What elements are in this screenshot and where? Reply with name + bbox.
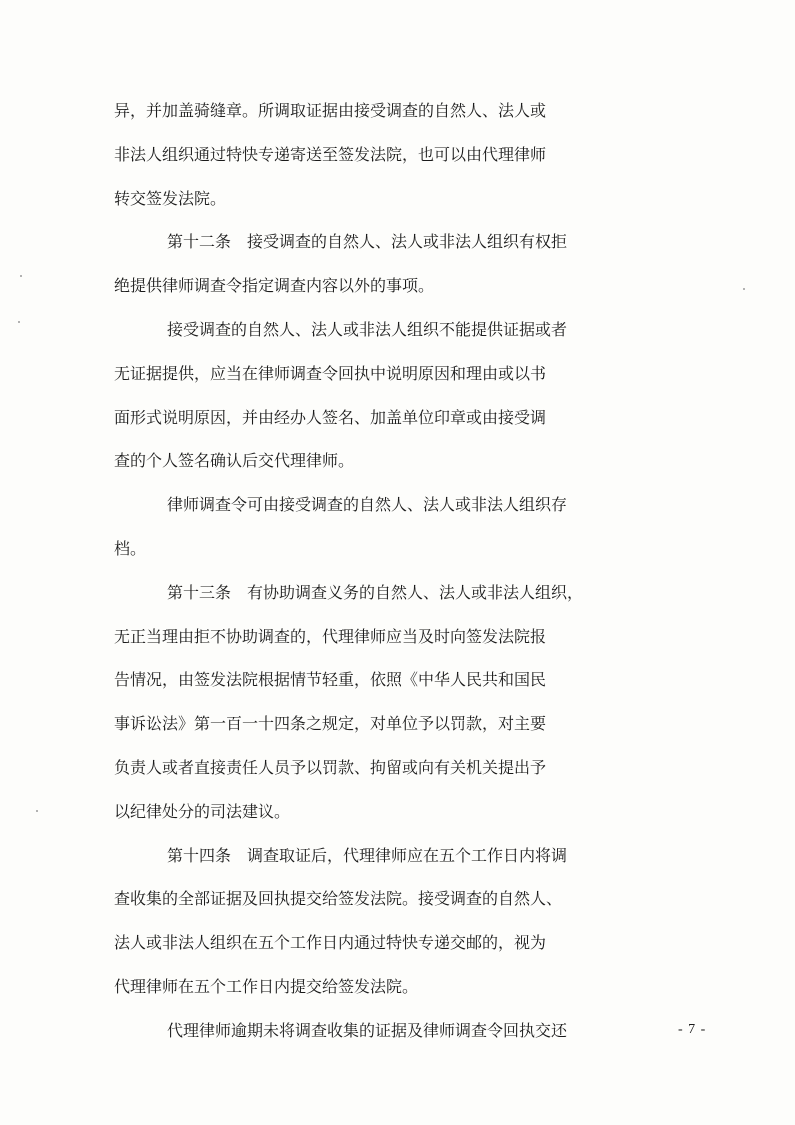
scan-speck bbox=[743, 288, 745, 290]
text-line: 负责人或者直接责任人员予以罚款、拘留或向有关机关提出予 bbox=[114, 757, 547, 777]
text-line: 转交签发法院。 bbox=[114, 188, 227, 208]
text-line: 代理律师在五个工作日内提交给签发法院。 bbox=[114, 976, 419, 996]
text-line: 查收集的全部证据及回执提交给签发法院。接受调查的自然人、 bbox=[114, 889, 563, 909]
text-line: 以纪律处分的司法建议。 bbox=[114, 801, 291, 821]
article-14-heading-line: 第十四条 调查取证后，代理律师应在五个工作日内将调 bbox=[167, 845, 568, 865]
text-line: 查的个人签名确认后交代理律师。 bbox=[114, 451, 355, 471]
text-line: 绝提供律师调查令指定调查内容以外的事项。 bbox=[114, 276, 435, 296]
text-line: 法人或非法人组织在五个工作日内通过特快专递交邮的，视为 bbox=[114, 933, 547, 953]
text-line: 面形式说明原因，并由经办人签名、加盖单位印章或由接受调 bbox=[114, 407, 547, 427]
text-line: 异，并加盖骑缝章。所调取证据由接受调查的自然人、法人或 bbox=[114, 101, 547, 120]
article-12-heading-line: 第十二条 接受调查的自然人、法人或非法人组织有权拒 bbox=[167, 232, 568, 252]
document-body bbox=[114, 98, 714, 1062]
text-line: 无正当理由拒不协助调查的，代理律师应当及时向签发法院报 bbox=[114, 626, 547, 646]
scan-speck bbox=[18, 321, 20, 323]
scan-speck bbox=[36, 810, 38, 812]
text-line: 告情况，由签发法院根据情节轻重，依照《中华人民共和国民 bbox=[114, 670, 547, 690]
text-line: 非法人组织通过特快专递寄送至签发法院，也可以由代理律师 bbox=[114, 144, 547, 164]
page-number: - 7 - bbox=[678, 1022, 707, 1037]
scan-speck bbox=[20, 275, 22, 277]
paragraph-start-line: 代理律师逾期未将调查收集的证据及律师调查令回执交还 bbox=[167, 1020, 568, 1040]
paragraph-start-line: 接受调查的自然人、法人或非法人组织不能提供证据或者 bbox=[167, 319, 568, 339]
article-13-heading-line: 第十三条 有协助调查义务的自然人、法人或非法人组织， bbox=[167, 582, 584, 602]
text-line: 档。 bbox=[114, 538, 147, 558]
paragraph-start-line: 律师调查令可由接受调查的自然人、法人或非法人组织存 bbox=[167, 495, 568, 515]
text-line: 无证据提供，应当在律师调查令回执中说明原因和理由或以书 bbox=[114, 363, 547, 383]
text-line: 事诉讼法》第一百一十四条之规定，对单位予以罚款，对主要 bbox=[114, 714, 547, 734]
